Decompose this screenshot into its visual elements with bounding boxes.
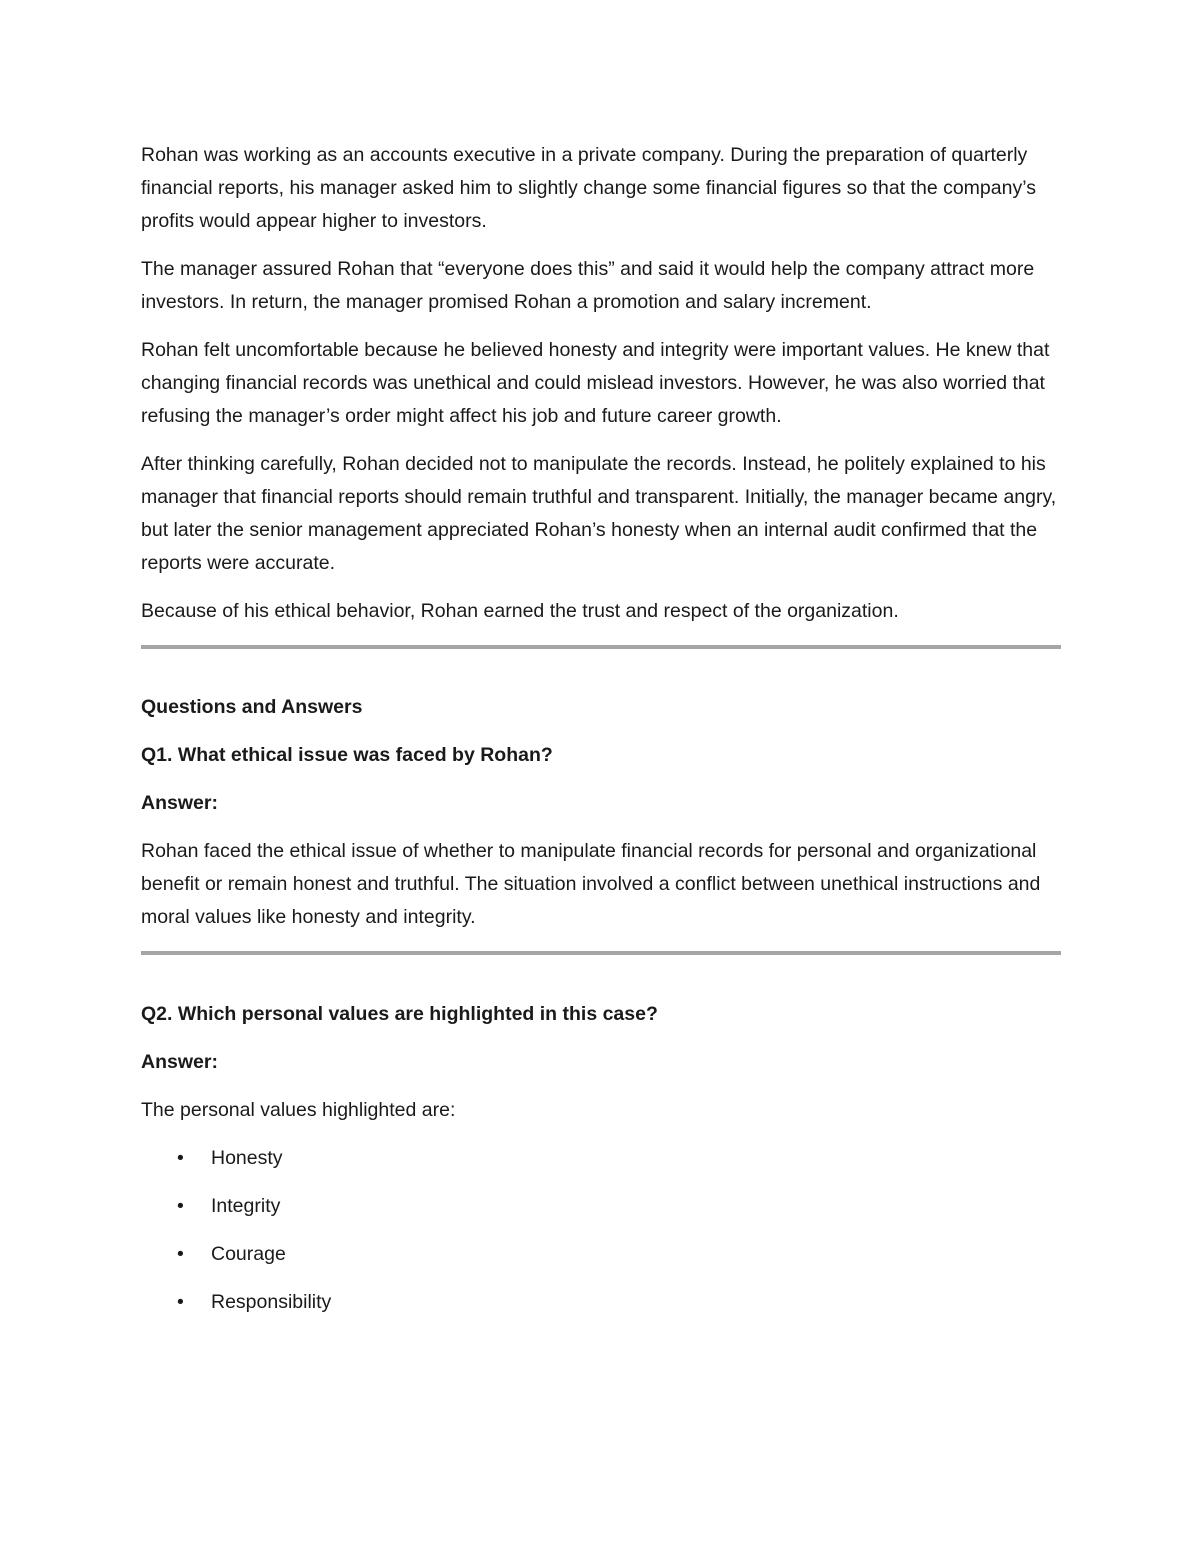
value-label: Responsibility xyxy=(211,1291,332,1313)
story-paragraph-4: After thinking carefully, Rohan decided not to manipulate the records. Instead, he politely explained to his manager that financial reports should remain truthful and transparent. Initially, the manager became angry, but later the senior management appreciated Rohan’s honesty when an internal audit confirmed that the reports were accurate. xyxy=(141,453,1057,574)
value-label: Integrity xyxy=(211,1195,281,1217)
q1-question: Q1. What ethical issue was faced by Rohan? xyxy=(141,744,553,766)
story-paragraph-1: Rohan was working as an accounts executive in a private company. During the preparation of quarterly financial reports, his manager asked him to slightly change some financial figures so that the company’s profits would appear higher to investors. xyxy=(141,144,1036,232)
document-page xyxy=(141,139,1061,1334)
list-item xyxy=(141,1286,1061,1319)
horizontal-rule xyxy=(141,645,1061,649)
horizontal-rule xyxy=(141,951,1061,955)
bullet-icon: • xyxy=(177,1243,184,1265)
list-item xyxy=(141,1142,1061,1175)
qa-section-title: Questions and Answers xyxy=(141,696,363,718)
q2-question: Q2. Which personal values are highlighted in this case? xyxy=(141,1003,658,1025)
list-item xyxy=(141,1190,1061,1223)
value-label: Courage xyxy=(211,1243,286,1265)
list-item xyxy=(141,1238,1061,1271)
value-label: Honesty xyxy=(211,1147,283,1169)
q1-answer-label: Answer: xyxy=(141,792,218,814)
q2-intro: The personal values highlighted are: xyxy=(141,1099,456,1121)
q1-answer: Rohan faced the ethical issue of whether to manipulate financial records for personal and organizational benefit or remain honest and truthful. The situation involved a conflict between unethical instructions and moral values like honesty and integrity. xyxy=(141,840,1041,928)
story-paragraph-5: Because of his ethical behavior, Rohan earned the trust and respect of the organization. xyxy=(141,600,899,622)
story-paragraph-3: Rohan felt uncomfortable because he believed honesty and integrity were important values. He knew that changing financial records was unethical and could mislead investors. However, he was also worried that refusing the manager’s order might affect his job and future career growth. xyxy=(141,339,1050,427)
values-list xyxy=(141,1142,1061,1319)
bullet-icon: • xyxy=(177,1291,184,1313)
q2-answer-label: Answer: xyxy=(141,1051,218,1073)
story-paragraph-2: The manager assured Rohan that “everyone does this” and said it would help the company attract more investors. In return, the manager promised Rohan a promotion and salary increment. xyxy=(141,258,1035,313)
bullet-icon: • xyxy=(177,1195,184,1217)
bullet-icon: • xyxy=(177,1147,184,1169)
